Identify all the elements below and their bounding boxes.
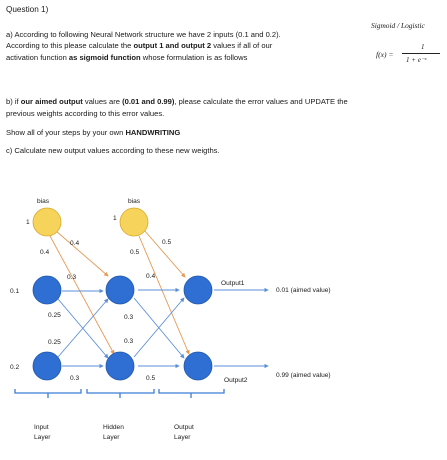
formula-numerator: 1: [421, 43, 425, 51]
bias-node-2: [120, 208, 148, 236]
input-layer-label-2: Layer: [34, 434, 51, 441]
part-b-line-1-bold2: (0.01 and 0.99): [122, 97, 175, 106]
formula-denominator: 1 + e⁻ˣ: [406, 56, 427, 64]
input-layer-bracket: [15, 389, 81, 398]
weight-h1-o2: 0.3: [124, 314, 134, 321]
weight-i1-h2: 0.25: [48, 312, 61, 319]
part-a-line-2-post: values if all of our: [211, 41, 273, 50]
bias-label-2: bias: [128, 198, 141, 205]
part-b-line-1-post: , please calculate the error values and UPDATE the: [174, 97, 348, 106]
hidden-node-2: [106, 352, 134, 380]
weight-i1-h1: 0.3: [67, 274, 77, 281]
output-layer-label-1: Output: [174, 424, 194, 431]
input-node-2: [33, 352, 61, 380]
bias-label-1: bias: [37, 198, 50, 205]
edge-b1-h1: [56, 231, 108, 276]
input-node-1: [33, 276, 61, 304]
weight-i2-h2: 0.3: [70, 375, 80, 382]
weight-h1-o1: 0.4: [146, 273, 156, 280]
output-layer-label-2: Layer: [174, 434, 191, 441]
bias-value-2: 1: [113, 215, 117, 222]
formula-title: Sigmoid / Logistic: [371, 21, 425, 30]
hidden-layer-label-1: Hidden: [103, 424, 124, 431]
hidden-layer-bracket: [87, 389, 154, 398]
weight-i2-h1: 0.25: [48, 339, 61, 346]
part-a-line-2-bold: output 1 and output 2: [133, 41, 212, 50]
part-b-line-1-mid: values are: [82, 97, 123, 106]
part-b-line-2: previous weights according to this error values.: [6, 109, 165, 118]
part-a-line-3-pre: activation function: [6, 53, 69, 62]
weight-b1-h2: 0.4: [40, 249, 50, 256]
output1-label: Output1: [221, 280, 245, 287]
part-b-line-3-bold: HANDWRITING: [125, 128, 181, 137]
output-node-1: [184, 276, 212, 304]
output2-label: Output2: [224, 377, 248, 384]
bias-value-1: 1: [26, 219, 30, 226]
weight-b2-o1: 0.5: [162, 239, 172, 246]
part-b-line-3-pre: Show all of your steps by your own: [6, 128, 126, 137]
output1-aimed-value: 0.01 (aimed value): [276, 287, 331, 294]
hidden-node-1: [106, 276, 134, 304]
formula-lhs: f(x) =: [376, 50, 394, 59]
question-title: Question 1): [6, 5, 49, 14]
hidden-layer-label-2: Layer: [103, 434, 120, 441]
input-value-1: 0.1: [10, 288, 20, 295]
bias-node-1: [33, 208, 61, 236]
part-a-line-3-post: whose formulation is as follows: [140, 53, 248, 62]
part-a-line-1: a) According to following Neural Network structure we have 2 inputs (0.1 and 0.2).: [6, 30, 281, 39]
part-b-line-1-bold: our aimed output: [20, 97, 83, 106]
input-value-2: 0.2: [10, 364, 20, 371]
part-c-line: c) Calculate new output values according to these new weigths.: [6, 146, 220, 155]
output2-aimed-value: 0.99 (aimed value): [276, 372, 331, 379]
output-node-2: [184, 352, 212, 380]
weight-h2-o1: 0.3: [124, 338, 134, 345]
part-b-line-1-pre: b) if: [6, 97, 21, 106]
weight-b2-o2: 0.5: [130, 249, 140, 256]
edge-b2-o1: [144, 230, 185, 277]
part-a-line-2-pre: According to this please calculate the: [6, 41, 134, 50]
input-layer-label-1: Input: [34, 424, 49, 431]
weight-h2-o2: 0.5: [146, 375, 156, 382]
part-a-line-3-bold: as sigmoid function: [68, 53, 141, 62]
output-layer-bracket: [159, 389, 224, 398]
edge-b2-o2: [139, 236, 189, 354]
weight-b1-h1: 0.4: [70, 240, 80, 247]
